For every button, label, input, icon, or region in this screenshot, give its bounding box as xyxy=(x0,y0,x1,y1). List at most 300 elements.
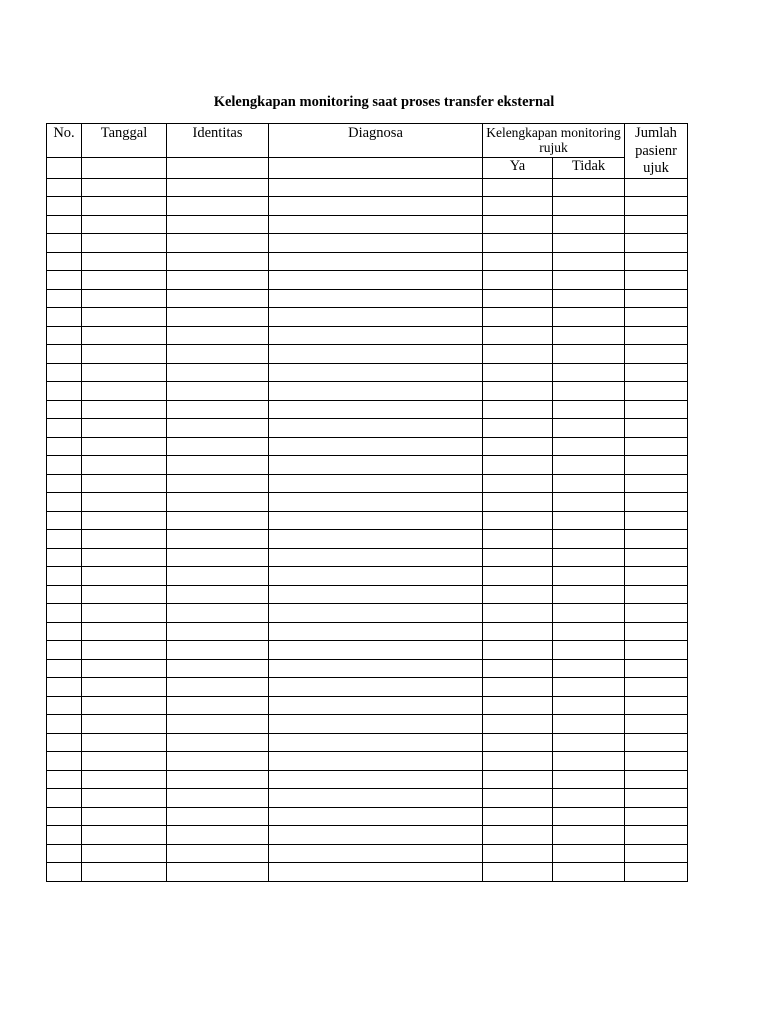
table-cell[interactable] xyxy=(625,733,688,752)
table-cell[interactable] xyxy=(553,715,625,734)
table-cell[interactable] xyxy=(553,585,625,604)
table-cell[interactable] xyxy=(625,493,688,512)
table-cell[interactable] xyxy=(483,456,553,475)
table-cell[interactable] xyxy=(47,604,82,623)
table-cell[interactable] xyxy=(625,659,688,678)
table-cell[interactable] xyxy=(269,493,483,512)
table-row xyxy=(47,400,688,419)
table-row xyxy=(47,437,688,456)
table-row xyxy=(47,585,688,604)
table-row xyxy=(47,234,688,253)
table-cell[interactable] xyxy=(483,567,553,586)
table-cell[interactable] xyxy=(82,678,167,697)
table-cell[interactable] xyxy=(167,807,269,826)
table-cell[interactable] xyxy=(47,345,82,364)
table-cell[interactable] xyxy=(269,178,483,197)
table-cell[interactable] xyxy=(483,826,553,845)
table-cell[interactable] xyxy=(483,474,553,493)
table-cell[interactable] xyxy=(269,715,483,734)
table-cell[interactable] xyxy=(82,530,167,549)
table-cell[interactable] xyxy=(483,178,553,197)
table-cell[interactable] xyxy=(553,215,625,234)
table-cell[interactable] xyxy=(167,548,269,567)
table-cell[interactable] xyxy=(167,308,269,327)
table-cell[interactable] xyxy=(483,363,553,382)
monitoring-table xyxy=(46,123,688,882)
table-cell[interactable] xyxy=(47,659,82,678)
table-cell[interactable] xyxy=(47,252,82,271)
table-cell[interactable] xyxy=(82,197,167,216)
table-cell[interactable] xyxy=(269,419,483,438)
table-cell[interactable] xyxy=(625,456,688,475)
table-cell[interactable] xyxy=(483,345,553,364)
table-cell[interactable] xyxy=(47,474,82,493)
table-cell[interactable] xyxy=(553,326,625,345)
table-cell[interactable] xyxy=(269,770,483,789)
table-cell[interactable] xyxy=(625,271,688,290)
table-row xyxy=(47,363,688,382)
table-cell[interactable] xyxy=(167,826,269,845)
table-cell[interactable] xyxy=(47,622,82,641)
table-cell[interactable] xyxy=(47,400,82,419)
table-cell[interactable] xyxy=(483,289,553,308)
table-cell[interactable] xyxy=(625,437,688,456)
table-cell[interactable] xyxy=(483,863,553,882)
table-cell[interactable] xyxy=(483,604,553,623)
table-cell[interactable] xyxy=(625,326,688,345)
table-row xyxy=(47,826,688,845)
table-cell[interactable] xyxy=(47,585,82,604)
table-cell[interactable] xyxy=(47,456,82,475)
table-cell[interactable] xyxy=(625,770,688,789)
table-cell[interactable] xyxy=(47,770,82,789)
table-cell[interactable] xyxy=(47,567,82,586)
table-cell[interactable] xyxy=(167,419,269,438)
table-cell[interactable] xyxy=(625,807,688,826)
table-cell[interactable] xyxy=(82,215,167,234)
table-cell[interactable] xyxy=(269,789,483,808)
table-cell[interactable] xyxy=(483,622,553,641)
table-cell[interactable] xyxy=(82,715,167,734)
table-cell[interactable] xyxy=(483,511,553,530)
table-cell[interactable] xyxy=(82,326,167,345)
table-cell[interactable] xyxy=(167,326,269,345)
table-cell[interactable] xyxy=(269,234,483,253)
table-cell[interactable] xyxy=(167,511,269,530)
table-cell[interactable] xyxy=(553,659,625,678)
table-cell[interactable] xyxy=(269,585,483,604)
table-cell[interactable] xyxy=(553,197,625,216)
table-cell[interactable] xyxy=(167,289,269,308)
table-row xyxy=(47,807,688,826)
table-cell[interactable] xyxy=(82,659,167,678)
table-cell[interactable] xyxy=(553,678,625,697)
table-cell[interactable] xyxy=(625,252,688,271)
table-cell[interactable] xyxy=(47,289,82,308)
table-cell[interactable] xyxy=(553,252,625,271)
table-cell[interactable] xyxy=(483,752,553,771)
table-cell[interactable] xyxy=(553,622,625,641)
table-cell[interactable] xyxy=(82,345,167,364)
table-cell[interactable] xyxy=(47,197,82,216)
table-cell[interactable] xyxy=(625,530,688,549)
table-cell[interactable] xyxy=(269,363,483,382)
table-cell[interactable] xyxy=(82,696,167,715)
table-cell[interactable] xyxy=(82,511,167,530)
table-cell[interactable] xyxy=(82,733,167,752)
table-cell[interactable] xyxy=(47,641,82,660)
table-cell[interactable] xyxy=(47,308,82,327)
table-cell[interactable] xyxy=(269,696,483,715)
table-cell[interactable] xyxy=(553,733,625,752)
table-cell[interactable] xyxy=(625,622,688,641)
table-cell[interactable] xyxy=(269,345,483,364)
table-cell[interactable] xyxy=(167,437,269,456)
table-cell[interactable] xyxy=(167,493,269,512)
table-cell[interactable] xyxy=(167,789,269,808)
table-row xyxy=(47,511,688,530)
table-cell[interactable] xyxy=(483,215,553,234)
table-cell[interactable] xyxy=(82,604,167,623)
table-cell[interactable] xyxy=(483,807,553,826)
table-cell[interactable] xyxy=(625,363,688,382)
table-cell[interactable] xyxy=(47,863,82,882)
table-cell[interactable] xyxy=(625,715,688,734)
table-cell[interactable] xyxy=(483,419,553,438)
table-cell[interactable] xyxy=(269,400,483,419)
table-cell[interactable] xyxy=(483,400,553,419)
table-cell[interactable] xyxy=(82,252,167,271)
table-cell[interactable] xyxy=(269,511,483,530)
table-cell[interactable] xyxy=(625,696,688,715)
table-cell[interactable] xyxy=(82,641,167,660)
table-cell[interactable] xyxy=(82,289,167,308)
table-cell[interactable] xyxy=(47,215,82,234)
table-cell[interactable] xyxy=(553,382,625,401)
table-cell[interactable] xyxy=(167,585,269,604)
table-row xyxy=(47,752,688,771)
table-cell[interactable] xyxy=(167,252,269,271)
table-cell[interactable] xyxy=(167,271,269,290)
table-cell[interactable] xyxy=(82,456,167,475)
table-cell[interactable] xyxy=(553,548,625,567)
table-cell[interactable] xyxy=(82,382,167,401)
table-cell[interactable] xyxy=(167,530,269,549)
table-cell[interactable] xyxy=(269,548,483,567)
table-cell[interactable] xyxy=(167,567,269,586)
table-cell[interactable] xyxy=(47,733,82,752)
table-cell[interactable] xyxy=(47,363,82,382)
table-cell[interactable] xyxy=(47,678,82,697)
table-cell[interactable] xyxy=(483,530,553,549)
table-cell[interactable] xyxy=(47,844,82,863)
table-cell[interactable] xyxy=(269,733,483,752)
table-row xyxy=(47,863,688,882)
table-cell[interactable] xyxy=(625,234,688,253)
table-cell[interactable] xyxy=(82,567,167,586)
table-cell[interactable] xyxy=(167,863,269,882)
table-cell[interactable] xyxy=(625,826,688,845)
table-cell[interactable] xyxy=(269,622,483,641)
table-cell[interactable] xyxy=(625,844,688,863)
table-cell[interactable] xyxy=(625,567,688,586)
table-cell[interactable] xyxy=(483,696,553,715)
table-cell[interactable] xyxy=(625,548,688,567)
table-cell[interactable] xyxy=(47,271,82,290)
table-cell[interactable] xyxy=(167,770,269,789)
table-cell[interactable] xyxy=(47,752,82,771)
table-cell[interactable] xyxy=(167,363,269,382)
table-cell[interactable] xyxy=(625,197,688,216)
table-cell[interactable] xyxy=(82,752,167,771)
table-row xyxy=(47,252,688,271)
table-cell[interactable] xyxy=(167,733,269,752)
table-row xyxy=(47,456,688,475)
table-cell[interactable] xyxy=(483,844,553,863)
table-cell[interactable] xyxy=(625,752,688,771)
table-cell[interactable] xyxy=(553,844,625,863)
table-cell[interactable] xyxy=(269,308,483,327)
table-cell[interactable] xyxy=(167,382,269,401)
table-cell[interactable] xyxy=(82,826,167,845)
table-cell[interactable] xyxy=(82,844,167,863)
table-cell[interactable] xyxy=(625,419,688,438)
table-cell[interactable] xyxy=(47,511,82,530)
table-cell[interactable] xyxy=(47,696,82,715)
table-cell[interactable] xyxy=(82,308,167,327)
table-cell[interactable] xyxy=(167,456,269,475)
table-cell[interactable] xyxy=(269,641,483,660)
table-row xyxy=(47,308,688,327)
table-cell[interactable] xyxy=(625,289,688,308)
table-cell[interactable] xyxy=(82,585,167,604)
table-cell[interactable] xyxy=(269,289,483,308)
table-cell[interactable] xyxy=(553,511,625,530)
table-cell[interactable] xyxy=(82,234,167,253)
table-cell[interactable] xyxy=(82,622,167,641)
table-cell[interactable] xyxy=(167,197,269,216)
table-cell[interactable] xyxy=(269,530,483,549)
table-body xyxy=(47,178,688,881)
table-cell[interactable] xyxy=(553,178,625,197)
table-cell[interactable] xyxy=(47,326,82,345)
table-row xyxy=(47,604,688,623)
table-cell[interactable] xyxy=(625,308,688,327)
table-cell[interactable] xyxy=(553,807,625,826)
table-cell[interactable] xyxy=(269,437,483,456)
table-cell[interactable] xyxy=(553,308,625,327)
table-cell[interactable] xyxy=(167,622,269,641)
table-cell[interactable] xyxy=(625,178,688,197)
table-cell[interactable] xyxy=(82,437,167,456)
table-cell[interactable] xyxy=(553,474,625,493)
table-cell[interactable] xyxy=(483,548,553,567)
table-row xyxy=(47,215,688,234)
table-cell[interactable] xyxy=(167,400,269,419)
table-row xyxy=(47,844,688,863)
table-cell[interactable] xyxy=(269,215,483,234)
header-diagnosa: Diagnosa xyxy=(269,124,483,158)
table-cell[interactable] xyxy=(269,826,483,845)
table-cell[interactable] xyxy=(553,696,625,715)
table-cell[interactable] xyxy=(483,641,553,660)
table-cell[interactable] xyxy=(167,234,269,253)
table-cell[interactable] xyxy=(167,345,269,364)
table-cell[interactable] xyxy=(553,234,625,253)
table-cell[interactable] xyxy=(553,456,625,475)
header-no: No. xyxy=(47,124,82,158)
table-cell[interactable] xyxy=(269,752,483,771)
table-cell[interactable] xyxy=(167,752,269,771)
table-cell[interactable] xyxy=(82,548,167,567)
table-cell[interactable] xyxy=(269,271,483,290)
table-cell[interactable] xyxy=(483,437,553,456)
table-cell[interactable] xyxy=(47,548,82,567)
table-cell[interactable] xyxy=(82,493,167,512)
table-cell[interactable] xyxy=(553,641,625,660)
table-cell[interactable] xyxy=(625,863,688,882)
table-row xyxy=(47,733,688,752)
table-row xyxy=(47,530,688,549)
table-cell[interactable] xyxy=(553,363,625,382)
table-cell[interactable] xyxy=(625,585,688,604)
table-cell[interactable] xyxy=(625,604,688,623)
table-cell[interactable] xyxy=(269,474,483,493)
table-row xyxy=(47,382,688,401)
table-cell[interactable] xyxy=(82,419,167,438)
table-cell[interactable] xyxy=(269,382,483,401)
table-cell[interactable] xyxy=(483,493,553,512)
table-cell[interactable] xyxy=(167,641,269,660)
table-cell[interactable] xyxy=(553,437,625,456)
table-cell[interactable] xyxy=(167,659,269,678)
table-cell[interactable] xyxy=(553,863,625,882)
table-cell[interactable] xyxy=(625,789,688,808)
table-row xyxy=(47,641,688,660)
table-row xyxy=(47,197,688,216)
table-cell[interactable] xyxy=(82,271,167,290)
table-cell[interactable] xyxy=(269,252,483,271)
table-cell[interactable] xyxy=(553,789,625,808)
table-cell[interactable] xyxy=(553,400,625,419)
table-cell[interactable] xyxy=(47,826,82,845)
table-cell[interactable] xyxy=(167,215,269,234)
table-row xyxy=(47,271,688,290)
table-cell[interactable] xyxy=(167,696,269,715)
table-cell[interactable] xyxy=(625,345,688,364)
table-cell[interactable] xyxy=(553,752,625,771)
table-cell[interactable] xyxy=(47,715,82,734)
table-cell[interactable] xyxy=(483,252,553,271)
table-cell[interactable] xyxy=(47,382,82,401)
table-cell[interactable] xyxy=(553,345,625,364)
header-blank-cell xyxy=(269,158,483,178)
table-cell[interactable] xyxy=(47,234,82,253)
table-cell[interactable] xyxy=(269,678,483,697)
table-cell[interactable] xyxy=(553,493,625,512)
table-cell[interactable] xyxy=(269,807,483,826)
table-cell[interactable] xyxy=(269,659,483,678)
table-cell[interactable] xyxy=(483,271,553,290)
table-row xyxy=(47,548,688,567)
table-cell[interactable] xyxy=(82,178,167,197)
table-cell[interactable] xyxy=(625,400,688,419)
table-cell[interactable] xyxy=(82,363,167,382)
header-tanggal: Tanggal xyxy=(82,124,167,158)
table-cell[interactable] xyxy=(625,382,688,401)
table-cell[interactable] xyxy=(625,215,688,234)
table-cell[interactable] xyxy=(483,585,553,604)
table-row xyxy=(47,345,688,364)
table-cell[interactable] xyxy=(483,382,553,401)
table-cell[interactable] xyxy=(625,678,688,697)
table-cell[interactable] xyxy=(553,530,625,549)
table-row xyxy=(47,789,688,808)
table-cell[interactable] xyxy=(483,678,553,697)
table-cell[interactable] xyxy=(82,400,167,419)
table-cell[interactable] xyxy=(625,474,688,493)
table-cell[interactable] xyxy=(269,456,483,475)
table-cell[interactable] xyxy=(82,789,167,808)
header-tidak: Tidak xyxy=(553,158,625,178)
table-cell[interactable] xyxy=(269,197,483,216)
table-cell[interactable] xyxy=(47,789,82,808)
table-cell[interactable] xyxy=(167,474,269,493)
table-cell[interactable] xyxy=(553,419,625,438)
table-cell[interactable] xyxy=(82,807,167,826)
table-cell[interactable] xyxy=(82,474,167,493)
table-cell[interactable] xyxy=(167,604,269,623)
table-cell[interactable] xyxy=(553,770,625,789)
table-cell[interactable] xyxy=(483,770,553,789)
table-cell[interactable] xyxy=(625,511,688,530)
table-cell[interactable] xyxy=(167,844,269,863)
table-cell[interactable] xyxy=(47,437,82,456)
table-cell[interactable] xyxy=(269,326,483,345)
header-blank-cell xyxy=(82,158,167,178)
table-cell[interactable] xyxy=(47,530,82,549)
table-cell[interactable] xyxy=(483,733,553,752)
table-cell[interactable] xyxy=(483,234,553,253)
table-cell[interactable] xyxy=(553,604,625,623)
table-cell[interactable] xyxy=(483,326,553,345)
table-cell[interactable] xyxy=(167,715,269,734)
table-cell[interactable] xyxy=(47,178,82,197)
table-cell[interactable] xyxy=(47,807,82,826)
table-cell[interactable] xyxy=(269,604,483,623)
table-cell[interactable] xyxy=(82,770,167,789)
table-cell[interactable] xyxy=(47,419,82,438)
table-cell[interactable] xyxy=(483,197,553,216)
table-cell[interactable] xyxy=(625,641,688,660)
table-cell[interactable] xyxy=(269,567,483,586)
table-cell[interactable] xyxy=(483,308,553,327)
table-cell[interactable] xyxy=(167,178,269,197)
table-cell[interactable] xyxy=(553,289,625,308)
table-cell[interactable] xyxy=(553,271,625,290)
table-cell[interactable] xyxy=(269,844,483,863)
table-cell[interactable] xyxy=(47,493,82,512)
table-cell[interactable] xyxy=(269,863,483,882)
table-cell[interactable] xyxy=(553,826,625,845)
table-cell[interactable] xyxy=(553,567,625,586)
table-cell[interactable] xyxy=(483,659,553,678)
table-cell[interactable] xyxy=(483,715,553,734)
table-cell[interactable] xyxy=(82,863,167,882)
table-cell[interactable] xyxy=(483,789,553,808)
table-cell[interactable] xyxy=(167,678,269,697)
table-row xyxy=(47,419,688,438)
